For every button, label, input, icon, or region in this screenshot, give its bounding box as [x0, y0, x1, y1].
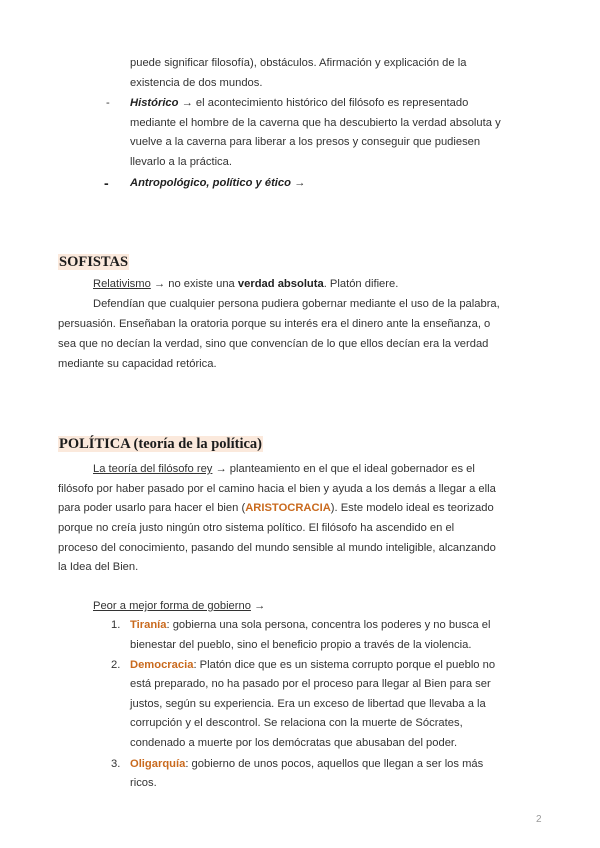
section-heading-sofistas: SOFISTAS [59, 254, 129, 270]
aristocracia-line: para poder usarlo para hacer el bien (ARISTOCRACIA). Este modelo ideal es teorizado [58, 502, 494, 514]
democracia-term: Democracia [130, 659, 194, 671]
historico-text: el acontecimiento histórico del filósofo es representado [195, 97, 469, 109]
text-line: proceso del conocimiento, pasando del mundo sensible al mundo inteligible, alcanzando [58, 542, 496, 554]
arrow: → [178, 97, 196, 109]
text-line: Defendían que cualquier persona pudiera gobernar mediante el uso de la palabra, [93, 298, 500, 310]
aristocracia-term: ARISTOCRACIA [245, 502, 331, 514]
list-number: 3. [111, 758, 121, 770]
historico-term: Histórico [130, 97, 179, 109]
text-line: mediante el hombre de la caverna que ha descubierto la verdad absoluta y [130, 117, 501, 129]
teoria-term: La teoría del filósofo rey [93, 463, 213, 475]
peor-mejor-line: Peor a mejor forma de gobierno → [93, 600, 266, 612]
text-line: sea que no decían la verdad, sino que convencían de lo que ellos decían era la verdad [58, 338, 489, 350]
text-line: condenado a muerte por los demócratas que abusaban del poder. [130, 737, 458, 749]
text-line: porque no creía justo ningún otro sistema político. El filósofo ha ascendido en el [58, 522, 455, 534]
text-line: mediante su capacidad retórica. [58, 358, 217, 370]
page-number: 2 [536, 814, 542, 825]
section-heading-politica: POLÍTICA (teoría de la política) [59, 436, 262, 452]
historico-line [130, 94, 468, 114]
relativismo-term: Relativismo [93, 278, 151, 290]
text-line: filósofo por haber pasado por el camino hacia el bien y ayuda a los demás a llegar a ella [58, 483, 496, 495]
list-item: Democracia: Platón dice que es un sistema corrupto porque el pueblo no [130, 659, 496, 671]
antropologico-term: Antropológico, político y ético [130, 177, 291, 189]
list-number: 2. [111, 659, 121, 671]
text-line: existencia de dos mundos. [130, 77, 263, 89]
text-line: puede significar filosofía), obstáculos. Afirmación y explicación de la [130, 57, 467, 69]
text-line: vuelve a la caverna para liberar a los presos y conseguir que pudiesen [130, 136, 481, 148]
text-line: justos, según su experiencia. Era un exceso de libertad que llevaba a la [130, 698, 486, 710]
text-line: ricos. [130, 777, 157, 789]
arrow: → [290, 177, 306, 189]
peor-mejor-term: Peor a mejor forma de gobierno [93, 600, 251, 612]
list-dash: - [104, 175, 109, 191]
relativismo-line: Relativismo → no existe una verdad absoluta. Platón difiere. [93, 278, 399, 290]
text-line: corrupción y el descontrol. Se relaciona con la muerte de Sócrates, [130, 717, 463, 729]
list-item: Oligarquía: gobierno de unos pocos, aquellos que llegan a ser los más [130, 758, 484, 770]
tirania-term: Tiranía [130, 619, 167, 631]
text-line: está preparado, no ha pasado por el proceso para llegar al Bien para ser [130, 678, 491, 690]
antropologico-line [130, 174, 305, 194]
list-dash: - [106, 97, 110, 109]
text-line: persuasión. Enseñaban la oratoria porque su interés era el dinero ante la enseñanza, o [58, 318, 491, 330]
list-item: Tiranía: gobierna una sola persona, concentra los poderes y no busca el [130, 619, 491, 631]
teoria-line: La teoría del filósofo rey → planteamiento en el que el ideal gobernador es el [93, 463, 475, 475]
verdad-absoluta: verdad absoluta [237, 278, 324, 290]
text-line: bienestar del pueblo, sino el beneficio propio a través de la violencia. [130, 639, 472, 651]
text-line: llevarlo a la práctica. [130, 156, 232, 168]
oligarquia-term: Oligarquía [130, 758, 186, 770]
text-line: la Idea del Bien. [58, 561, 139, 573]
list-number: 1. [111, 619, 121, 631]
